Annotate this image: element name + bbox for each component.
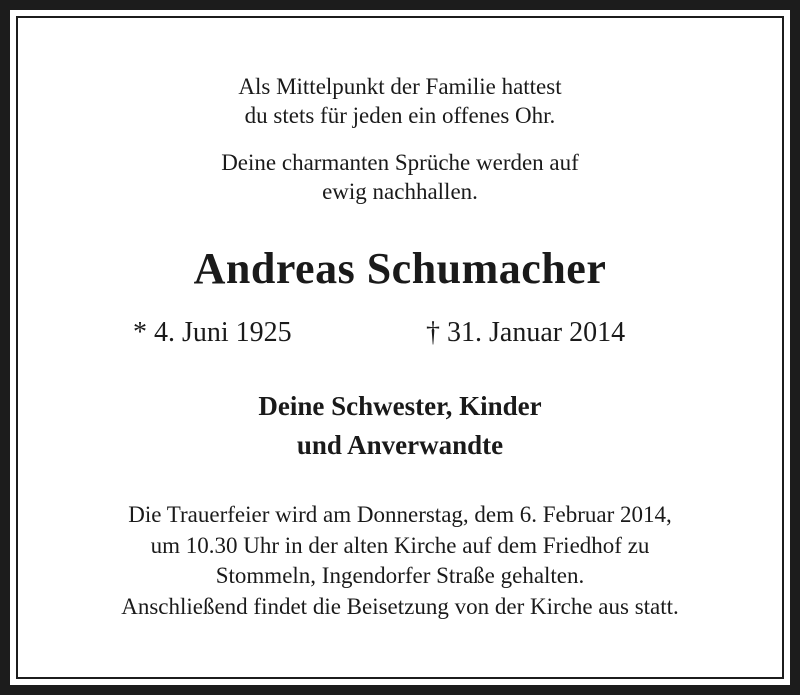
notice-line: Anschließend findet die Beisetzung von der Kirche aus statt. (121, 593, 679, 619)
death-date: † 31. Januar 2014 (426, 317, 626, 348)
notice-line: Stommeln, Ingendorfer Straße gehalten. (215, 563, 585, 588)
mourners (0, 387, 800, 465)
notice-line: um 10.30 Uhr in der alten Kirche auf dem Friedhof zu (150, 532, 650, 558)
verse-line: Als Mittelpunkt der Familie hattest (238, 74, 562, 99)
verse-line: ewig nachhallen. (322, 179, 478, 204)
verse-line: Deine charmanten Sprüche werden auf (221, 150, 579, 175)
birth-date: * 4. Juni 1925 (133, 317, 292, 348)
verse-stanza-2 (0, 148, 800, 206)
funeral-notice (0, 500, 800, 622)
verse-stanza-1 (0, 72, 800, 130)
verse-line: du stets für jeden ein offenes Ohr. (244, 103, 556, 128)
mourners-line: Deine Schwester, Kinder (258, 391, 542, 421)
deceased-name: Andreas Schumacher (193, 244, 607, 293)
mourners-line: und Anverwandte (296, 430, 504, 460)
notice-line: Die Trauerfeier wird am Donnerstag, dem 6. Februar 2014, (128, 502, 672, 527)
